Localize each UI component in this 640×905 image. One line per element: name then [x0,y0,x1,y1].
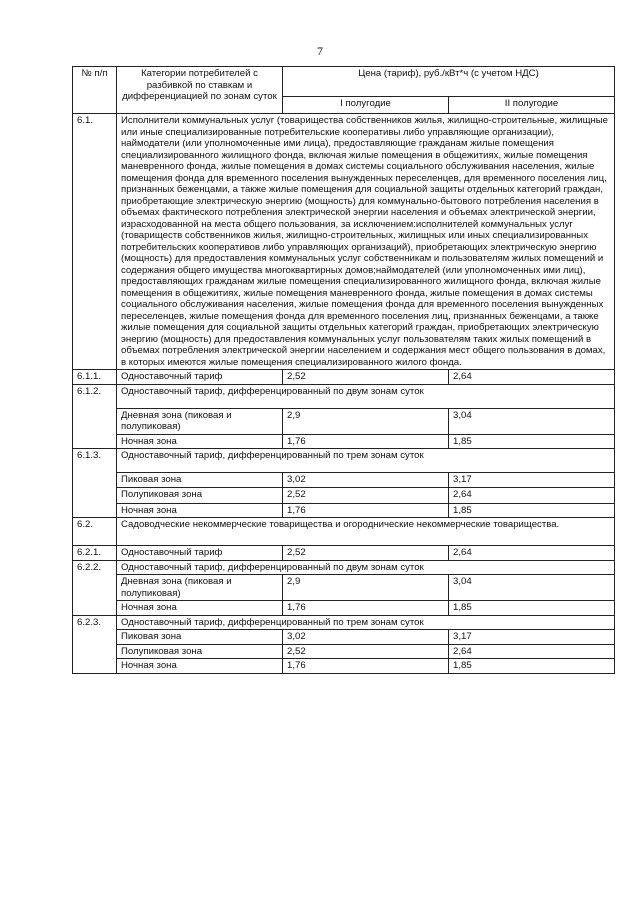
row-label: Одноставочный тариф, дифференцированный по двум зонам суток [117,560,615,575]
value-half1: 3,02 [283,473,449,488]
value-half2: 2,64 [449,370,615,385]
row-num: 6.2. [73,518,117,546]
value-half1: 2,9 [283,408,449,434]
table-row [73,644,615,659]
table-row [73,546,615,561]
value-half1: 1,76 [283,503,449,518]
table-row [73,630,615,645]
table-row [73,449,615,473]
value-half2: 3,17 [449,630,615,645]
zone-label: Дневная зона (пиковая и полупиковая) [117,408,283,434]
header-price: Цена (тариф), руб./кВт*ч (с учетом НДС) [283,67,615,97]
row-label: Одноставочный тариф, дифференцированный по двум зонам суток [117,384,615,408]
header-half2: II полугодие [449,97,615,114]
header-category: Категории потребителей с разбивкой по ставкам и дифференциацией по зонам суток [117,67,283,114]
row-num: 6.2.1. [73,546,117,561]
table-row [73,370,615,385]
row-label: Одноставочный тариф, дифференцированный по трем зонам суток [117,615,615,630]
value-half2: 3,04 [449,408,615,434]
row-label: Одноставочный тариф [117,370,283,385]
table-row [73,518,615,546]
table-row [73,659,615,674]
value-half2: 1,85 [449,601,615,616]
table-row [73,408,615,434]
row-num: 6.1. [73,114,117,370]
row-label: Одноставочный тариф [117,546,283,561]
table-row [73,487,615,503]
zone-label: Пиковая зона [117,473,283,488]
zone-label: Полупиковая зона [117,487,283,503]
table-row [73,575,615,601]
section-description: Садоводческие некоммерческие товарищества и огороднические некоммерческие товарищества. [117,518,615,546]
value-half1: 2,52 [283,644,449,659]
row-num: 6.1.2. [73,384,117,449]
zone-label: Ночная зона [117,434,283,449]
page-number: 7 [317,44,323,58]
table-row [73,473,615,488]
value-half2: 2,64 [449,487,615,503]
row-num: 6.1.1. [73,370,117,385]
table-row [73,434,615,449]
value-half2: 1,85 [449,503,615,518]
zone-label: Полупиковая зона [117,644,283,659]
header-num: № п/п [73,67,117,114]
table-row [73,601,615,616]
value-half1: 2,52 [283,487,449,503]
value-half1: 2,52 [283,370,449,385]
row-label: Одноставочный тариф, дифференцированный по трем зонам суток [117,449,615,473]
value-half2: 3,04 [449,575,615,601]
row-num: 6.2.2. [73,560,117,615]
zone-label: Ночная зона [117,659,283,674]
value-half1: 1,76 [283,659,449,674]
value-half1: 2,9 [283,575,449,601]
zone-label: Дневная зона (пиковая и полупиковая) [117,575,283,601]
table-row [73,114,615,370]
row-num: 6.1.3. [73,449,117,518]
tariff-table [72,66,615,674]
value-half2: 3,17 [449,473,615,488]
section-description: Исполнители коммунальных услуг (товарищества собственников жилья, жилищно-строительные, жилищные или иные специализированные потребительские кооперативы либо управляющие организации), наймодатели (или уполномоченные ими лица), предоставляющие гражданам жилые помещения специализированного жилищного фонда, включая жилые помещения в общежитиях, жилые помещения маневренного фонда, жилые помещения в домах системы социального обслуживания населения, жилые помещения фонда для временного поселения вынужденных переселенцев, для временного поселения лиц, признанных беженцами, а также жилые помещения для социальной защиты отдельных категорий граждан, приобретающие электрическую энергию (мощность) для коммунально-бытового потребления населения в объемах фактического потребления электрической энергии населения и объемах электрической энергии, израсходованной на места общего пользования, за исключением:исполнителей коммунальных услуг (товариществ собственников жилья, жилищно-строительных, жилищных или иных специализированных потребительских кооперативов либо управляющих организаций), приобретающих электрическую энергию (мощность) для предоставления коммунальных услуг собственникам и пользователям жилых помещений и содержания общего имущества многоквартирных домов;наймодателей (или уполномоченных ими лиц), предоставляющих гражданам жилые помещения специализированного жилищного фонда, включая жилые помещения в общежитиях, жилые помещения маневренного фонда, жилые помещения в домах системы социального обслуживания населения, жилые помещения фонда для временного поселения вынужденных переселенцев, жилые помещения фонда для временного поселения лиц, признанных беженцами, а также жилые помещения для социальной защиты отдельных категорий граждан, приобретающих электрическую энергию (мощность) для предоставления коммунальных услуг пользователям таких жилых помещений в объемах потребления электрической энергии населением и содержания мест общего пользования в домах, в которых имеются жилые помещения специализированного жилого фонда. [117,114,615,370]
value-half1: 1,76 [283,434,449,449]
value-half2: 1,85 [449,659,615,674]
zone-label: Ночная зона [117,601,283,616]
value-half2: 1,85 [449,434,615,449]
value-half1: 1,76 [283,601,449,616]
header-row [73,67,615,97]
table-row [73,503,615,518]
table-row [73,615,615,630]
row-num: 6.2.3. [73,615,117,673]
zone-label: Ночная зона [117,503,283,518]
value-half1: 2,52 [283,546,449,561]
value-half1: 3,02 [283,630,449,645]
table-row [73,384,615,408]
value-half2: 2,64 [449,546,615,561]
zone-label: Пиковая зона [117,630,283,645]
header-half1: I полугодие [283,97,449,114]
value-half2: 2,64 [449,644,615,659]
table-row [73,560,615,575]
